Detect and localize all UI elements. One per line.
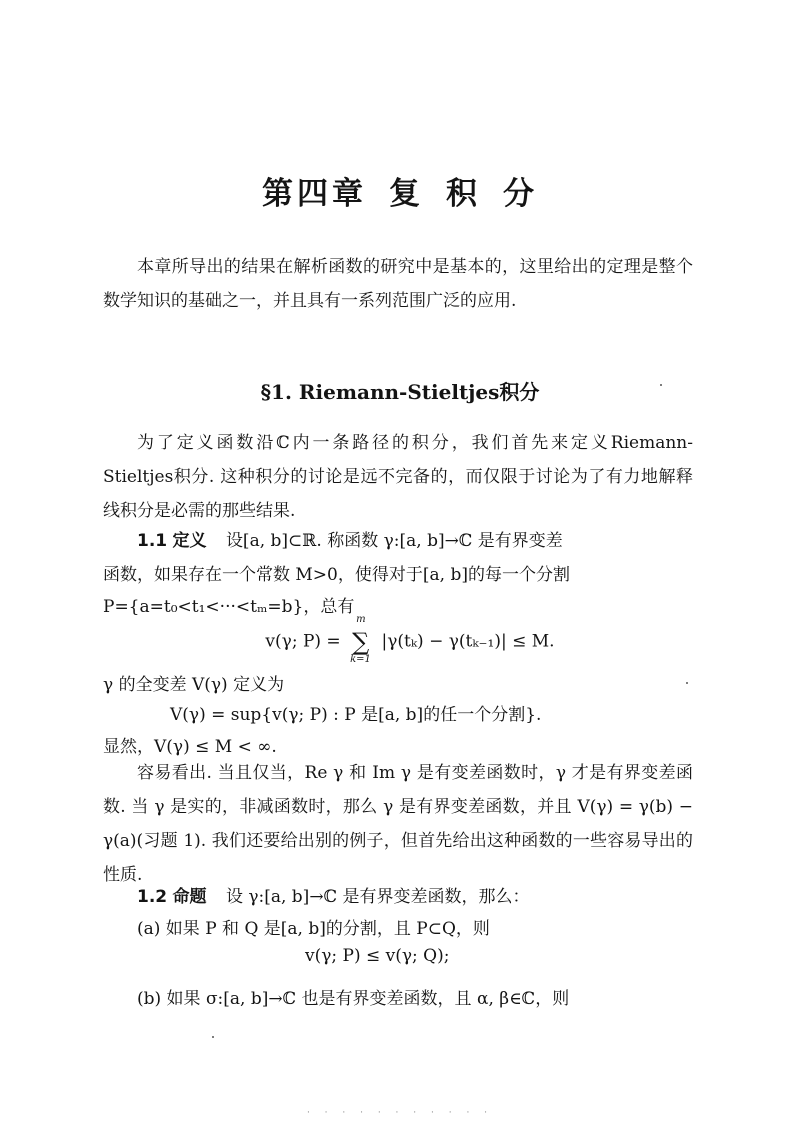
chapter-word-3: 分 [503, 176, 538, 212]
total-variation-line: γ 的全变差 V(γ) 定义为 [103, 675, 285, 695]
scan-speck [660, 384, 662, 386]
formula-lhs: v(γ; P) = [265, 631, 341, 652]
sum-lower-limit: k=1 [350, 654, 371, 665]
variation-formula [0, 614, 800, 665]
page-footer-marks: · · · · · · · · · · · [306, 1108, 494, 1118]
obvious-line: 显然，V(γ) ≤ M < ∞. [103, 737, 277, 757]
chapter-word-2: 积 [446, 176, 481, 212]
definition-1-1-line-1 [103, 526, 563, 551]
definition-1-1-line-3: P={a=t₀<t₁<···<tₘ=b}，总有 [103, 597, 355, 617]
scan-speck [212, 1036, 214, 1038]
chapter-word-1: 复 [389, 176, 424, 212]
proposition-text: 设 γ:[a, b]→ℂ 是有界变差函数，那么： [225, 887, 530, 907]
proposition-label: 命题 [172, 887, 207, 907]
definition-label: 定义 [172, 531, 207, 551]
chapter-number: 第四章 [262, 176, 367, 212]
scan-speck [686, 682, 688, 684]
proposition-number: 1.2 [137, 887, 168, 907]
sigma-symbol: ∑ [352, 628, 370, 656]
section-heading: §1. Riemann-Stieltjes积分 [260, 380, 540, 404]
item-a: (a) 如果 P 和 Q 是[a, b]的分割，且 P⊂Q，则 [137, 919, 490, 939]
chapter-intro-paragraph: 本章所导出的结果在解析函数的研究中是基本的，这里给出的定理是整个数学知识的基础之一，并且具有一系列范围广泛的应用. [103, 257, 693, 311]
section-intro-paragraph: 为了定义函数沿ℂ内一条路径的积分，我们首先来定义Riemann-Stieltjes积分. 这种积分的讨论是远不完备的，而仅限于讨论为了有力地解释线积分是必需的那些结果. [103, 433, 693, 521]
item-b: (b) 如果 σ:[a, b]→ℂ 也是有界变差函数，且 α, β∈ℂ，则 [137, 989, 570, 1009]
sum-upper-limit: m [356, 614, 366, 625]
summation-sign [350, 614, 372, 665]
bounded-variation-paragraph: 容易看出. 当且仅当，Re γ 和 Im γ 是有变差函数时，γ 才是有界变差函数. 当 γ 是实的，非减函数时，那么 γ 是有界变差函数，并且 V(γ) = γ(b) − γ(a)(习题 1). 我们还要给出别的例子，但首先给出这种函数的一些容易导出的性质. [103, 763, 693, 885]
chapter-title [0, 168, 800, 213]
total-variation-formula: V(γ) = sup{v(γ; P) : P 是[a, b]的任一个分割}. [170, 705, 542, 725]
definition-text-1: 设[a, b]⊂ℝ. 称函数 γ:[a, b]→ℂ 是有界变差 [225, 531, 563, 551]
formula-rhs: |γ(tₖ) − γ(tₖ₋₁)| ≤ M. [381, 631, 555, 652]
proposition-1-2-line [103, 882, 530, 907]
refinement-inequality: v(γ; P) ≤ v(γ; Q); [305, 946, 450, 966]
definition-number: 1.1 [137, 531, 168, 551]
definition-1-1-line-2: 函数，如果存在一个常数 M>0，使得对于[a, b]的每一个分割 [103, 565, 570, 585]
